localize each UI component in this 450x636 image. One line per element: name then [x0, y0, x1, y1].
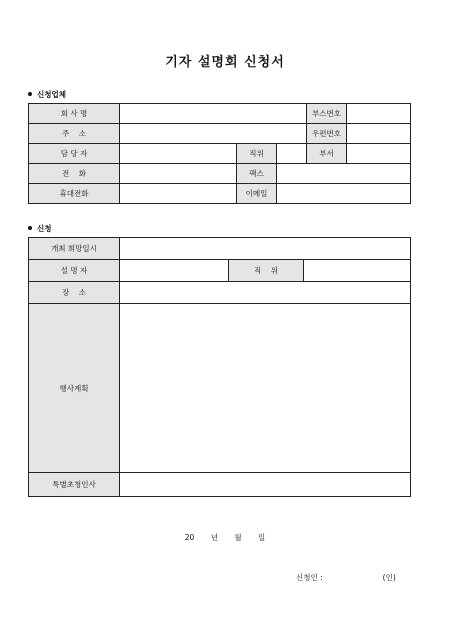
- manager-field[interactable]: [120, 144, 237, 164]
- fax-field[interactable]: [277, 164, 411, 184]
- event-plan-label: 행사계획: [29, 304, 120, 473]
- bullet-icon: [28, 226, 32, 230]
- phone-field[interactable]: [120, 164, 237, 184]
- phone-label: 전 화: [29, 164, 120, 184]
- presenter-field[interactable]: [120, 260, 229, 282]
- venue-field[interactable]: [120, 282, 411, 304]
- special-guests-field[interactable]: [120, 473, 411, 497]
- section-heading-company: [28, 89, 66, 100]
- presenter-label: 설 명 자: [29, 260, 120, 282]
- booth-number-field[interactable]: [347, 104, 411, 124]
- department-label: 부서: [307, 144, 347, 164]
- company-name-field[interactable]: [120, 104, 307, 124]
- special-guests-label: 특별초청인사: [29, 473, 120, 497]
- position-field[interactable]: [277, 144, 307, 164]
- venue-label: 장 소: [29, 282, 120, 304]
- postal-code-label: 우편번호: [307, 124, 347, 144]
- request-table: [28, 237, 411, 497]
- postal-code-field[interactable]: [347, 124, 411, 144]
- department-field[interactable]: [347, 144, 411, 164]
- bullet-icon: [28, 92, 32, 96]
- section-heading-text: 신청업체: [37, 90, 66, 99]
- preferred-date-label: 개최 희망일시: [29, 238, 120, 260]
- applicant-label: 신청인 :: [296, 573, 323, 582]
- mobile-field[interactable]: [120, 184, 237, 204]
- event-plan-field[interactable]: [120, 304, 411, 473]
- preferred-date-field[interactable]: [120, 238, 411, 260]
- company-info-table: [28, 103, 411, 204]
- email-field[interactable]: [277, 184, 411, 204]
- section-heading-text: 신청: [37, 224, 52, 233]
- address-label: 주 소: [29, 124, 120, 144]
- date-line: 20 년 월 일: [184, 533, 266, 542]
- position-label: 직위: [237, 144, 277, 164]
- booth-number-label: 부스번호: [307, 104, 347, 124]
- manager-label: 담 당 자: [29, 144, 120, 164]
- presenter-position-label: 직 위: [229, 260, 304, 282]
- form-title: 기자 설명회 신청서: [165, 55, 285, 70]
- presenter-position-field[interactable]: [304, 260, 411, 282]
- address-field[interactable]: [120, 124, 307, 144]
- mobile-label: 휴대전화: [29, 184, 120, 204]
- applicant-signature-line: [296, 572, 396, 583]
- email-label: 이메일: [237, 184, 277, 204]
- company-name-label: 회 사 명: [29, 104, 120, 124]
- fax-label: 팩스: [237, 164, 277, 184]
- section-heading-request: [28, 223, 52, 234]
- seal-mark: (인): [382, 573, 396, 582]
